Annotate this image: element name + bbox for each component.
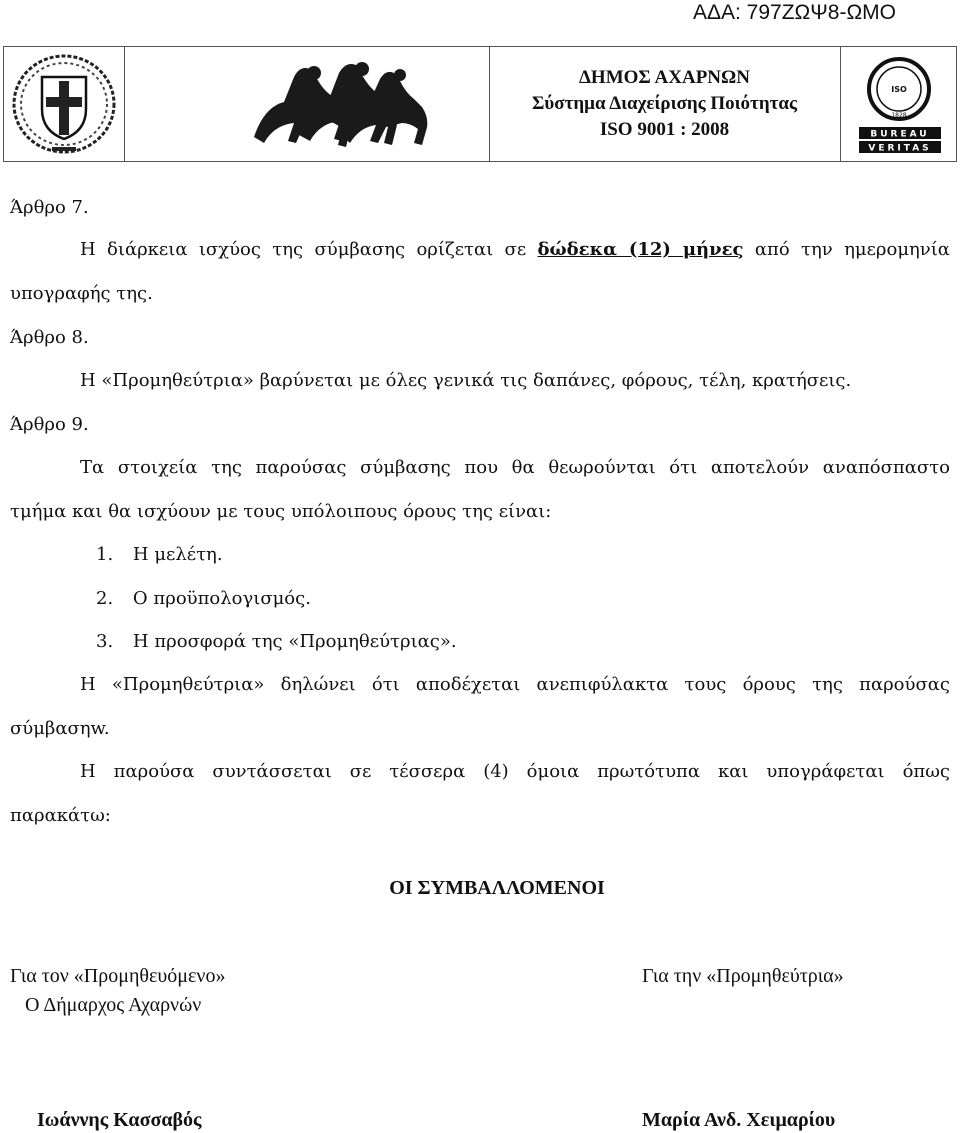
right-signatory-for: Για την «Προμηθεύτρια» [642,965,844,987]
list-item [96,630,457,654]
article-7-paragraph-line2: υπογραφής της. [10,283,153,304]
bv-top-text: BUREAU [870,129,930,140]
article-9-title: Άρθρο 9. [10,414,89,435]
list-item [96,543,223,567]
article-9-p1-text: Τα στοιχεία της παρούσας σύμβασης που θα θεωρούνται ότι αποτελούν αναπόσπαστο [80,457,950,478]
article-7-title: Άρθρο 7. [10,197,89,218]
list-item-text: Η μελέτη. [132,544,223,565]
bureau-veritas-logo-icon [841,47,958,161]
article-9-paragraph1-line2: τμήμα και θα ισχύουν με τους υπόλοιπους όρους της είναι: [10,501,552,522]
greek-coat-of-arms-icon [4,47,124,161]
list-item-number: 1. [96,544,114,565]
iso-label: ISO 9001 : 2008 [599,119,730,140]
article-9-paragraph3-line2: παρακάτω: [10,805,111,826]
list-item-number: 2. [96,588,114,609]
right-signatory-name: Μαρία Ανδ. Χειμαρίου [642,1109,836,1131]
article-7-duration: δώδεκα (12) μήνες [537,239,744,260]
left-signatory-role: Ο Δήμαρχος Αχαρνών [25,994,202,1016]
greek-emblem-cell [4,47,125,161]
horses-statue-logo-icon [124,47,489,161]
svg-text:ISO: ISO [891,85,907,94]
article-9-paragraph1-line1 [10,456,950,480]
article-9-p2-text: Η «Προμηθεύτρια» δηλώνει ότι αποδέχεται ανεπιφύλακτα τους όρους της παρούσας [80,674,950,695]
list-item [96,587,311,611]
ada-code: ΑΔΑ: 797ΖΩΨ8-ΩΜΟ [692,1,896,24]
municipality-title-block [489,47,841,161]
article-8-paragraph: Η «Προμηθεύτρια» βαρύνεται με όλες γενικά τις δαπάνες, φόρους, τέλη, κρατήσεις. [80,370,852,391]
list-item-text: Ο προϋπολογισμός. [132,588,311,609]
article-8-title: Άρθρο 8. [10,327,89,348]
left-signatory-for: Για τον «Προμηθευόμενο» [10,965,226,987]
list-item-text: Η προσφορά της «Προμηθεύτριας». [132,631,457,652]
article-7-paragraph-line1 [10,238,950,262]
signatories-heading: ΟΙ ΣΥΜΒΑΛΛΟΜΕΝΟΙ [389,877,605,899]
article-9-paragraph3-line1 [10,760,950,784]
left-signatory-name: Ιωάννης Κασσαβός [37,1109,202,1131]
bv-year: 1828 [891,112,907,119]
article-7-text-start: Η διάρκεια ισχύος της σύμβασης ορίζεται σε [80,239,527,260]
bureau-veritas-cell [841,47,956,161]
article-9-paragraph2-line1 [10,673,950,697]
letterhead [3,46,957,162]
article-7-text-end: από την ημερομηνία [754,239,950,260]
list-item-number: 3. [96,631,114,652]
municipality-name: ΔΗΜΟΣ ΑΧΑΡΝΩΝ [579,67,750,88]
bv-bottom-text: VERITAS [868,143,932,154]
article-9-paragraph2-line2: σύμβασηw. [10,718,110,739]
quality-system-label: Σύστημα Διαχείρισης Ποιότητας [532,93,797,114]
horses-logo-cell [124,47,490,161]
article-9-p3-text: Η παρούσα συντάσσεται σε τέσσερα (4) όμοια πρωτότυπα και υπογράφεται όπως [80,761,950,782]
